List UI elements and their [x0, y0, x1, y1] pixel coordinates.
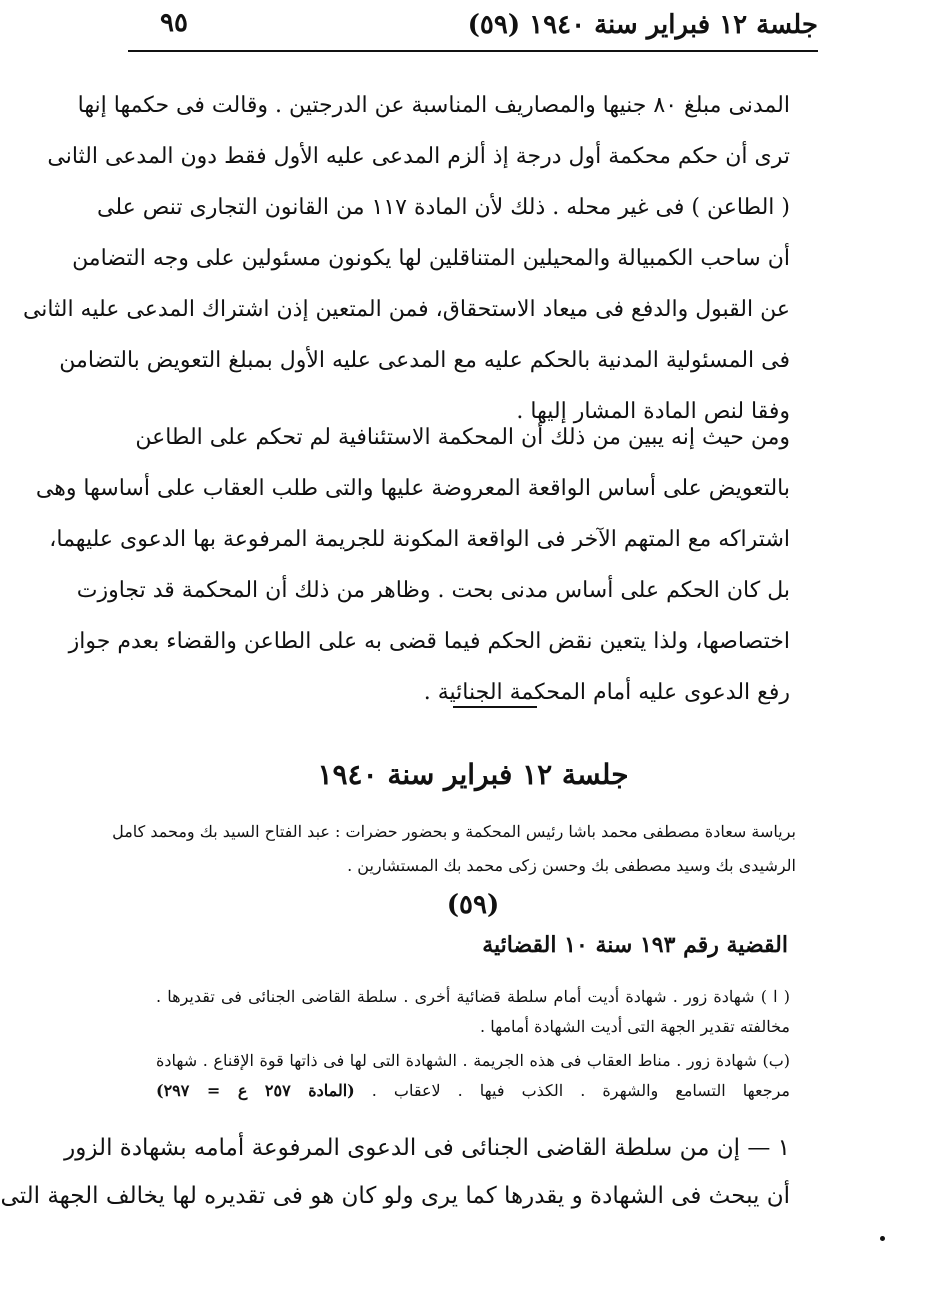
text-line: فى المسئولية المدنية بالحكم عليه مع المدعى عليه الأول بمبلغ التعويض بالتضامن — [59, 348, 790, 373]
text-line: الرشيدى بك وسيد مصطفى بك وحسن زكى محمد بك المستشارين . — [347, 856, 796, 875]
text-line: وفقا لنص المادة المشار إليها . — [516, 399, 790, 424]
text-line: عن القبول والدفع فى ميعاد الاستحقاق، فمن المتعين إذن اشتراك المدعى عليه الثانى — [22, 297, 790, 322]
summary-point-b — [156, 1046, 790, 1106]
summary-point-a — [156, 982, 790, 1042]
text-line: المدنى مبلغ ٨٠ جنيها والمصاريف المناسبة عن الدرجتين . وقالت فى حكمها إنها — [77, 93, 790, 118]
case-title: القضية رقم ١٩٣ سنة ١٠ القضائية — [482, 932, 788, 958]
paragraph-principle-one — [0, 1124, 790, 1220]
summary-b-text: مرجعها التسامع والشهرة . الكذب فيها . لاعقاب . — [371, 1081, 790, 1100]
presidency-note — [112, 815, 796, 883]
case-number: (٥٩) — [446, 890, 500, 920]
text-line: أن ساحب الكمبيالة والمحيلين المتناقلين لها يكونون مسئولين على وجه التضامن — [72, 246, 790, 271]
text-line: اختصاصها، ولذا يتعين نقض الحكم فيما قضى به على الطاعن والقضاء بعدم جواز — [68, 629, 790, 654]
margin-mark — [880, 1236, 885, 1241]
text-line — [156, 1076, 790, 1106]
text-line: ١ — إن من سلطة القاضى الجنائى فى الدعوى المرفوعة أمامه بشهادة الزور — [64, 1135, 790, 1161]
running-title: جلسة ١٢ فبراير سنة ١٩٤٠ (٥٩) — [467, 10, 818, 40]
text-line: بالتعويض على أساس الواقعة المعروضة عليها والتى طلب العقاب على أساسها وهى — [35, 476, 790, 501]
session-title: جلسة ١٢ فبراير سنة ١٩٤٠ — [317, 758, 629, 791]
paragraph-court-finding — [35, 412, 790, 718]
text-line: رفع الدعوى عليه أمام المحكمة الجنائية . — [423, 680, 790, 705]
text-line: أن يبحث فى الشهادة و يقدرها كما يرى ولو كان هو فى تقديره لها يخالف الجهة التى — [0, 1183, 790, 1209]
text-line: ترى أن حكم محكمة أول درجة إذ ألزم المدعى عليه الأول فقط دون المدعى الثانى — [47, 144, 790, 169]
text-line: ( الطاعن ) فى غير محله . ذلك لأن المادة ١١٧ من القانون التجارى تنص على — [97, 195, 790, 220]
text-line: برياسة سعادة مصطفى محمد باشا رئيس المحكمة و بحضور حضرات : عبد الفتاح السيد بك ومحمد كامل — [112, 822, 796, 841]
text-line: بل كان الحكم على أساس مدنى بحت . وظاهر من ذلك أن المحكمة قد تجاوزت — [76, 578, 790, 603]
legal-reference: (المادة ٢٥٧ ع = ٢٩٧) — [156, 1081, 355, 1100]
text-line: (ب) شهادة زور . مناط العقاب فى هذه الجريمة . الشهادة التى لها فى ذاتها قوة الإقناع . شهادة — [156, 1051, 790, 1070]
text-line: اشتراكه مع المتهم الآخر فى الواقعة المكونة للجريمة المرفوعة بها الدعوى عليهما، — [49, 527, 790, 552]
section-divider — [453, 706, 537, 708]
page-number: ٩٥ — [160, 8, 188, 38]
text-line: مخالفته تقدير الجهة التى أديت الشهادة أمامها . — [480, 1017, 790, 1036]
paragraph-judgment-reasons — [22, 80, 790, 437]
text-line: ( ا ) شهادة زور . شهادة أديت أمام سلطة قضائية أخرى . سلطة القاضى الجنائى فى تقديرها . — [156, 987, 790, 1006]
text-line: ومن حيث إنه يبين من ذلك أن المحكمة الاستئنافية لم تحكم على الطاعن — [135, 425, 790, 450]
running-header — [128, 6, 818, 52]
